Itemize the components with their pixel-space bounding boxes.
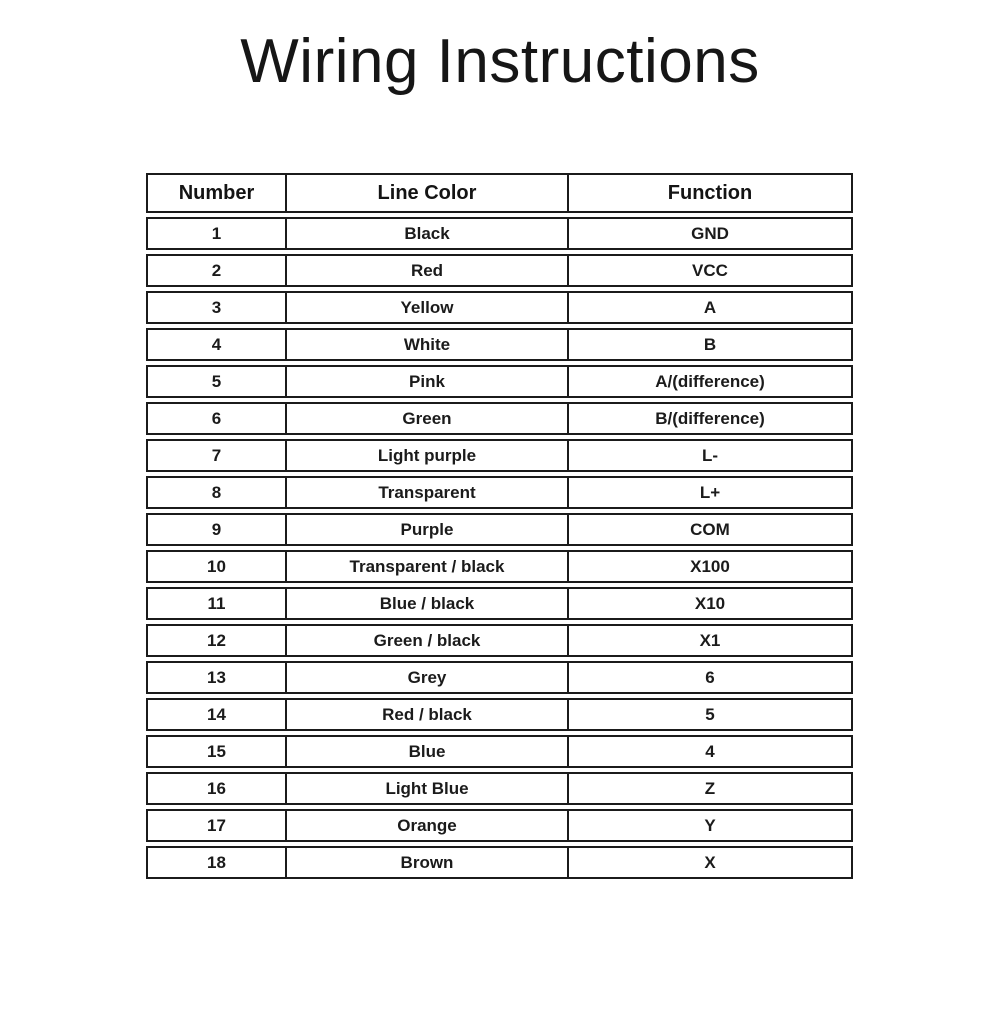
- cell-function: X100: [569, 550, 853, 583]
- cell-function: VCC: [569, 254, 853, 287]
- cell-line-color: Transparent / black: [287, 550, 569, 583]
- cell-number: 13: [146, 661, 287, 694]
- table-row: [146, 476, 853, 509]
- table-row: [146, 291, 853, 324]
- cell-function: B/(difference): [569, 402, 853, 435]
- table-row: [146, 365, 853, 398]
- cell-number: 3: [146, 291, 287, 324]
- table-row: [146, 513, 853, 546]
- cell-line-color: Blue: [287, 735, 569, 768]
- table-header-row: [146, 173, 853, 213]
- cell-function: COM: [569, 513, 853, 546]
- cell-number: 9: [146, 513, 287, 546]
- cell-function: Z: [569, 772, 853, 805]
- table-row: [146, 550, 853, 583]
- cell-number: 15: [146, 735, 287, 768]
- cell-function: GND: [569, 217, 853, 250]
- cell-line-color: Red / black: [287, 698, 569, 731]
- page-title: Wiring Instructions: [240, 27, 760, 96]
- cell-line-color: Purple: [287, 513, 569, 546]
- cell-line-color: White: [287, 328, 569, 361]
- cell-line-color: Blue / black: [287, 587, 569, 620]
- table-row: [146, 439, 853, 472]
- cell-number: 1: [146, 217, 287, 250]
- cell-line-color: Light purple: [287, 439, 569, 472]
- cell-number: 2: [146, 254, 287, 287]
- header-number: Number: [146, 173, 287, 213]
- cell-number: 7: [146, 439, 287, 472]
- cell-line-color: Red: [287, 254, 569, 287]
- cell-line-color: Light Blue: [287, 772, 569, 805]
- cell-function: B: [569, 328, 853, 361]
- table-row: [146, 661, 853, 694]
- table-row: [146, 809, 853, 842]
- cell-line-color: Black: [287, 217, 569, 250]
- table-row: [146, 772, 853, 805]
- cell-number: 14: [146, 698, 287, 731]
- table-row: [146, 698, 853, 731]
- cell-line-color: Green / black: [287, 624, 569, 657]
- cell-function: A/(difference): [569, 365, 853, 398]
- cell-function: X: [569, 846, 853, 879]
- cell-number: 11: [146, 587, 287, 620]
- wiring-table: [146, 169, 853, 883]
- table-row: [146, 402, 853, 435]
- cell-function: L+: [569, 476, 853, 509]
- header-line-color: Line Color: [287, 173, 569, 213]
- cell-number: 12: [146, 624, 287, 657]
- cell-number: 17: [146, 809, 287, 842]
- table-body: [146, 217, 853, 879]
- cell-line-color: Yellow: [287, 291, 569, 324]
- table-row: [146, 254, 853, 287]
- table-row: [146, 328, 853, 361]
- cell-number: 10: [146, 550, 287, 583]
- cell-line-color: Pink: [287, 365, 569, 398]
- cell-line-color: Brown: [287, 846, 569, 879]
- table-row: [146, 217, 853, 250]
- cell-line-color: Grey: [287, 661, 569, 694]
- cell-function: 5: [569, 698, 853, 731]
- table-row: [146, 624, 853, 657]
- table-row: [146, 846, 853, 879]
- cell-function: L-: [569, 439, 853, 472]
- cell-number: 5: [146, 365, 287, 398]
- table-row: [146, 587, 853, 620]
- cell-number: 16: [146, 772, 287, 805]
- cell-number: 4: [146, 328, 287, 361]
- cell-function: X1: [569, 624, 853, 657]
- table-row: [146, 735, 853, 768]
- wiring-table-container: [146, 169, 853, 883]
- cell-function: 4: [569, 735, 853, 768]
- cell-number: 6: [146, 402, 287, 435]
- cell-number: 8: [146, 476, 287, 509]
- cell-function: X10: [569, 587, 853, 620]
- cell-line-color: Transparent: [287, 476, 569, 509]
- cell-function: A: [569, 291, 853, 324]
- cell-function: Y: [569, 809, 853, 842]
- cell-number: 18: [146, 846, 287, 879]
- header-function: Function: [569, 173, 853, 213]
- cell-line-color: Green: [287, 402, 569, 435]
- cell-line-color: Orange: [287, 809, 569, 842]
- cell-function: 6: [569, 661, 853, 694]
